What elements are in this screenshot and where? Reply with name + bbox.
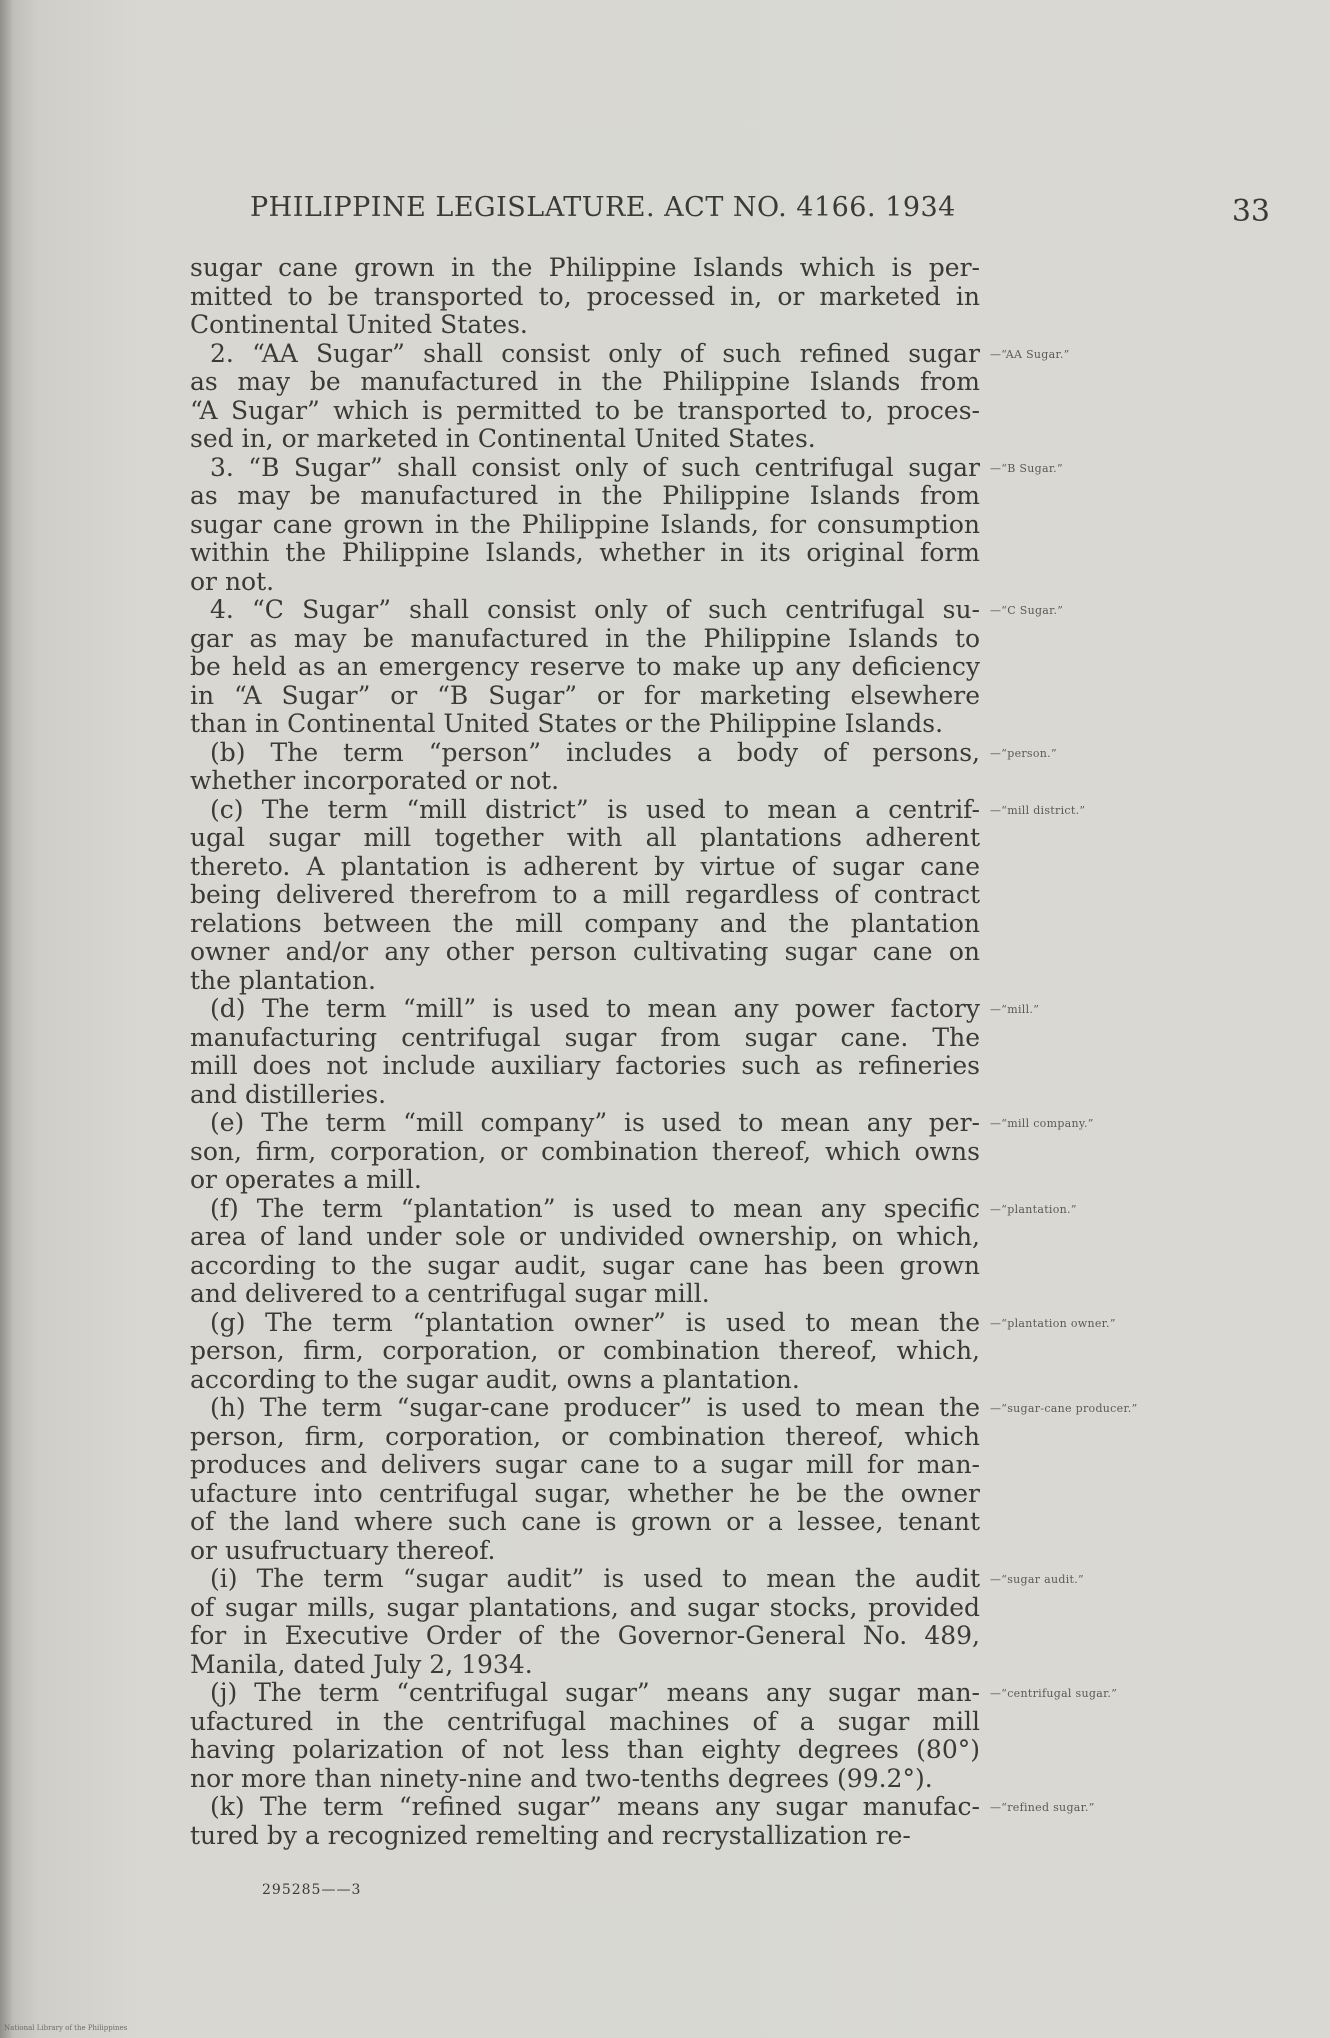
text-line: manufacturing centrifugal sugar from sugar cane. The xyxy=(190,1022,980,1052)
text-line: ufactured in the centrifugal machines of a sugar mill xyxy=(190,1706,980,1736)
text-line: (k) The term “refined sugar” means any sugar manufac- xyxy=(210,1792,980,1821)
text-line: and distilleries. xyxy=(190,1079,387,1109)
marginal-note: —“mill district.” xyxy=(990,803,1086,817)
text-line: 3. “B Sugar” shall consist only of such centrifugal sugar xyxy=(210,452,980,482)
text-line: sed in, or marketed in Continental United States. xyxy=(190,424,816,453)
marginal-note: —“mill company.” xyxy=(990,1117,1094,1130)
text-line: as may be manufactured in the Philippine Islands from xyxy=(190,367,980,396)
text-line: sugar cane grown in the Philippine Islands which is per- xyxy=(190,253,980,282)
marginal-note: —“person.” xyxy=(990,746,1057,760)
text-line: son, firm, corporation, or combination thereof, which owns xyxy=(190,1136,980,1166)
marginal-note: —“C Sugar.” xyxy=(990,604,1064,617)
text-line: gar as may be manufactured in the Philippine Islands to xyxy=(190,623,980,653)
printer-signature: 295285——3 xyxy=(262,1882,362,1898)
text-line: and delivered to a centrifugal sugar mill. xyxy=(190,1279,710,1308)
text-line: (c) The term “mill district” is used to mean a centrif- xyxy=(210,794,980,824)
text-line: (d) The term “mill” is used to mean any power factory xyxy=(210,994,980,1023)
text-line: Manila, dated July 2, 1934. xyxy=(190,1649,533,1679)
scan-credit: National Library of the Philippines xyxy=(4,2024,128,2032)
text-line: produces and delivers sugar cane to a sugar mill for man- xyxy=(190,1450,980,1479)
text-line: mitted to be transported to, processed in, or marketed in xyxy=(190,281,980,311)
text-line: (b) The term “person” includes a body of persons, xyxy=(210,737,980,767)
text-line: person, firm, corporation, or combination thereof, which xyxy=(190,1421,980,1451)
text-line: be held as an emergency reserve to make up any deficiency xyxy=(190,652,980,681)
text-line: 2. “AA Sugar” shall consist only of such refined sugar xyxy=(210,338,980,368)
text-line: Continental United States. xyxy=(190,310,528,339)
text-line: for in Executive Order of the Governor-General No. 489, xyxy=(190,1621,980,1650)
text-line: whether incorporated or not. xyxy=(190,766,560,795)
text-line: area of land under sole or undivided ownership, on which, xyxy=(190,1222,980,1251)
text-line: of the land where such cane is grown or a lessee, tenant xyxy=(190,1507,980,1536)
text-line: (h) The term “sugar-cane producer” is used to mean the xyxy=(210,1393,980,1422)
page-binding-edge xyxy=(0,0,14,2038)
text-line: tured by a recognized remelting and recrystallization re- xyxy=(190,1820,911,1850)
text-line: as may be manufactured in the Philippine Islands from xyxy=(190,481,980,510)
text-line: or usufructuary thereof. xyxy=(190,1535,496,1565)
marginal-note: —“refined sugar.” xyxy=(990,1801,1095,1814)
text-line: nor more than ninety-nine and two-tenths degrees (99.2°). xyxy=(190,1763,933,1793)
text-line: being delivered therefrom to a mill regardless of contract xyxy=(190,880,980,909)
text-line: the plantation. xyxy=(190,965,376,995)
text-line: “A Sugar” which is permitted to be transported to, proces- xyxy=(190,395,980,425)
text-line: in “A Sugar” or “B Sugar” or for marketing elsewhere xyxy=(190,680,980,710)
text-line: (f) The term “plantation” is used to mean any specific xyxy=(210,1193,980,1223)
text-line: relations between the mill company and the plantation xyxy=(190,908,980,938)
act-text-body xyxy=(190,254,980,1850)
text-line: or not. xyxy=(190,566,275,596)
text-line: mill does not include auxiliary factories such as refineries xyxy=(190,1051,980,1080)
text-line: of sugar mills, sugar plantations, and sugar stocks, provided xyxy=(190,1592,980,1622)
marginal-note: —“plantation.” xyxy=(990,1202,1077,1216)
text-line: owner and/or any other person cultivating sugar cane on xyxy=(190,937,980,966)
text-line: ugal sugar mill together with all plantations adherent xyxy=(190,823,980,852)
marginal-note: —“centrifugal sugar.” xyxy=(990,1687,1118,1700)
text-line: or operates a mill. xyxy=(190,1165,422,1194)
text-line: according to the sugar audit, owns a plantation. xyxy=(190,1364,800,1394)
marginal-note: —“plantation owner.” xyxy=(990,1316,1116,1330)
text-line: sugar cane grown in the Philippine Islands, for consumption xyxy=(190,509,980,539)
text-line: thereto. A plantation is adherent by virtue of sugar cane xyxy=(190,851,980,881)
text-line: (g) The term “plantation owner” is used to mean the xyxy=(210,1307,980,1337)
running-header xyxy=(250,192,1300,232)
text-line: (i) The term “sugar audit” is used to mean the audit xyxy=(210,1564,980,1593)
text-line: having polarization of not less than eighty degrees (80°) xyxy=(190,1735,980,1764)
page-number: 33 xyxy=(1231,194,1270,229)
text-line: 4. “C Sugar” shall consist only of such centrifugal su- xyxy=(210,595,980,624)
header-title: PHILIPPINE LEGISLATURE. ACT NO. 4166. 1934 xyxy=(250,192,956,223)
text-line: within the Philippine Islands, whether in its original form xyxy=(190,538,980,567)
text-line: ufacture into centrifugal sugar, whether he be the owner xyxy=(190,1478,980,1508)
marginal-note: —“mill.” xyxy=(990,1003,1040,1016)
marginal-note: —“AA Sugar.” xyxy=(990,347,1070,361)
marginal-note: —“sugar-cane producer.” xyxy=(990,1402,1138,1415)
text-line: (e) The term “mill company” is used to mean any per- xyxy=(210,1108,980,1137)
text-line: (j) The term “centrifugal sugar” means any sugar man- xyxy=(210,1678,980,1707)
text-line: than in Continental United States or the Philippine Islands. xyxy=(190,709,944,738)
marginal-note: —“B Sugar.” xyxy=(990,461,1063,475)
text-line: according to the sugar audit, sugar cane has been grown xyxy=(190,1250,980,1280)
text-line: person, firm, corporation, or combination thereof, which, xyxy=(190,1336,980,1365)
marginal-note: —“sugar audit.” xyxy=(990,1573,1084,1586)
